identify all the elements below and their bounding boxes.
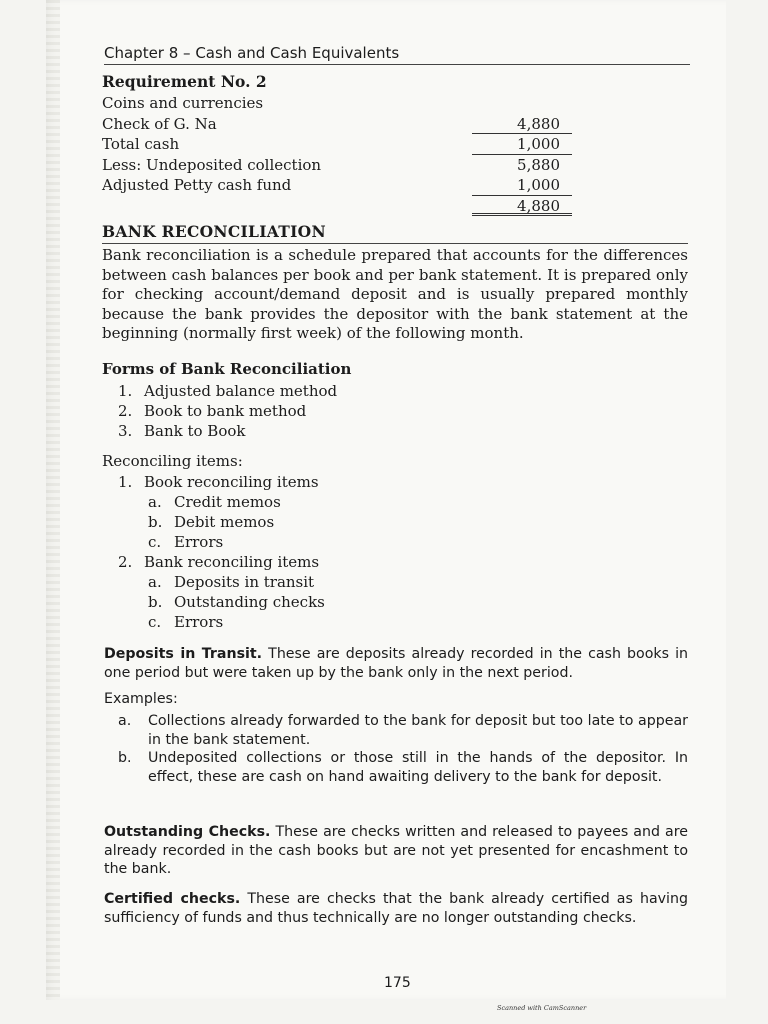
requirement-table [102, 93, 572, 216]
list-item: b. Debit memos [148, 513, 275, 531]
chapter-header: Chapter 8 – Cash and Cash Equivalents [104, 44, 690, 65]
scanner-watermark: Scanned with CamScanner [497, 1004, 587, 1012]
row-label: Total cash [102, 135, 180, 153]
term-deposits-in-transit: Deposits in Transit. [104, 646, 263, 662]
row-amount: 1,000 [472, 134, 572, 155]
certified-checks-paragraph: Certified checks. These are checks that the bank already certified as having sufficiency of funds and thus technically are no longer outstanding checks. [104, 891, 688, 926]
table-row [102, 175, 572, 196]
page-number: 175 [384, 975, 411, 991]
table-row [102, 155, 572, 176]
row-amount: 1,000 [472, 175, 572, 196]
list-item: c. Errors [148, 613, 224, 631]
row-amount: 4,880 [472, 114, 572, 135]
section-title: BANK RECONCILIATION [102, 222, 688, 244]
list-item: 3. Bank to Book [118, 422, 246, 440]
intro-paragraph: Bank reconciliation is a schedule prepared that accounts for the differences between cash balances per book and per bank statement. It is prepared only for checking account/demand deposit and is usually prepared monthly because the bank provides the depositor with the bank statement at the beginning (normally first week) of the following month. [102, 246, 688, 342]
row-label: Less: Undeposited collection [102, 155, 322, 174]
list-item: 2. Bank reconciling items [118, 553, 320, 571]
table-row [102, 134, 572, 155]
list-item: 1. Book reconciling items [118, 473, 319, 491]
table-row [102, 114, 572, 135]
row-amount-total: 4,880 [472, 196, 572, 217]
deposits-in-transit-paragraph: Deposits in Transit. These are deposits already recorded in the cash books in one period but were taken up by the bank only in the next period. [104, 646, 688, 681]
reconciling-title: Reconciling items: [102, 452, 243, 470]
list-item: a. Deposits in transit [148, 573, 315, 591]
table-row [102, 93, 572, 114]
book-reconciling-list [118, 472, 325, 632]
term-outstanding-checks: Outstanding Checks. [104, 824, 271, 840]
requirement-title: Requirement No. 2 [102, 72, 267, 91]
row-label: Adjusted Petty cash fund [102, 176, 292, 194]
term-certified-checks: Certified checks. [104, 891, 241, 907]
list-item: 2. Book to bank method [118, 402, 307, 420]
list-item: a. Collections already forwarded to the bank for deposit but too late to appear in the bank statement. [118, 713, 688, 748]
list-item: b. Undeposited collections or those still in the hands of the depositor. In effect, these are cash on hand awaiting delivery to the bank for deposit. [118, 750, 688, 785]
list-item: b. Outstanding checks [148, 593, 325, 611]
examples-list [118, 712, 688, 786]
row-amount: 5,880 [517, 155, 560, 174]
row-amount [472, 93, 572, 114]
forms-title: Forms of Bank Reconciliation [102, 360, 352, 378]
outstanding-checks-paragraph: Outstanding Checks. These are checks written and released to payees and are already recorded in the cash books but are not yet presented for encashment to the bank. [104, 824, 688, 877]
forms-list [118, 381, 337, 441]
table-row [102, 196, 572, 217]
row-label: Check of G. Na [102, 114, 217, 133]
list-item: a. Credit memos [148, 493, 281, 511]
examples-title: Examples: [104, 691, 178, 707]
list-item: 1. Adjusted balance method [118, 382, 338, 400]
list-item: c. Errors [148, 533, 224, 551]
row-label: Coins and currencies [102, 94, 264, 112]
